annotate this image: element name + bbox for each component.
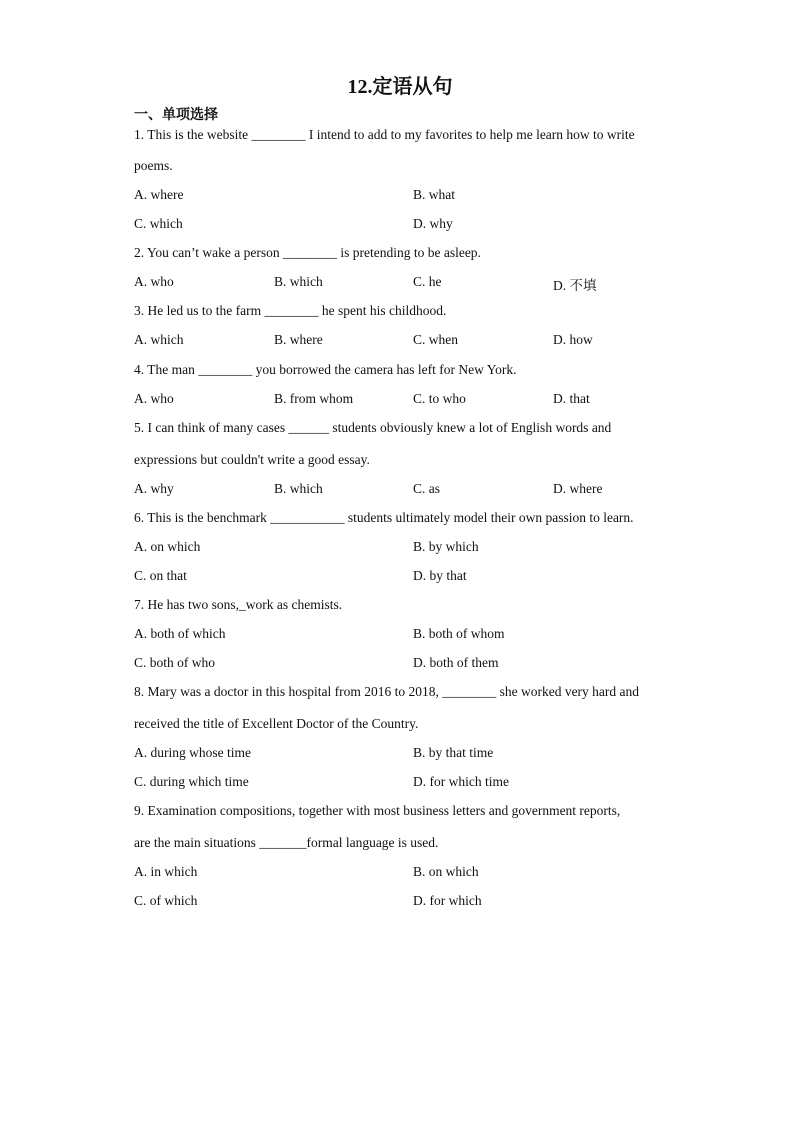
question-1-option-d: D. why: [413, 216, 453, 231]
question-6-option-b: B. by which: [413, 539, 479, 554]
question-2-option-d: D. 不填: [553, 278, 597, 293]
question-6-option-c: C. on that: [134, 568, 187, 583]
question-3-option-a: A. which: [134, 332, 184, 347]
question-5-option-b: B. which: [274, 481, 323, 496]
question-7-line-1: 7. He has two sons,_work as chemists.: [134, 597, 343, 612]
question-4-option-a: A. who: [134, 391, 174, 406]
question-8-option-a: A. during whose time: [134, 745, 251, 760]
question-8-line-1: 8. Mary was a doctor in this hospital from 2016 to 2018, ________ she worked very hard and: [134, 684, 640, 699]
question-5-option-c: C. as: [413, 481, 440, 496]
question-9-option-d: D. for which: [413, 893, 482, 908]
question-4-line-1: 4. The man ________ you borrowed the camera has left for New York.: [134, 362, 517, 377]
question-1-option-a: A. where: [134, 187, 184, 202]
question-9-line-2: are the main situations _______formal language is used.: [134, 835, 439, 850]
question-9-line-1: 9. Examination compositions, together with most business letters and government reports,: [134, 803, 621, 818]
question-3-option-d: D. how: [553, 332, 593, 347]
question-3-option-b: B. where: [274, 332, 323, 347]
question-1-option-b: B. what: [413, 187, 455, 202]
question-5-line-1: 5. I can think of many cases ______ students obviously knew a lot of English words and: [134, 420, 612, 435]
question-5-option-d: D. where: [553, 481, 603, 496]
question-6-line-1: 6. This is the benchmark ___________ students ultimately model their own passion to learn.: [134, 510, 634, 525]
question-9-option-c: C. of which: [134, 893, 198, 908]
question-9-option-a: A. in which: [134, 864, 198, 879]
question-3-option-c: C. when: [413, 332, 458, 347]
question-5-line-2: expressions but couldn't write a good essay.: [134, 452, 370, 467]
question-8-option-c: C. during which time: [134, 774, 249, 789]
question-5-option-a: A. why: [134, 481, 174, 496]
question-2-line-1: 2. You can’t wake a person ________ is pretending to be asleep.: [134, 245, 481, 260]
question-3-line-1: 3. He led us to the farm ________ he spent his childhood.: [134, 303, 447, 318]
question-4-option-c: C. to who: [413, 391, 466, 406]
question-6-option-d: D. by that: [413, 568, 467, 583]
question-4-option-d: D. that: [553, 391, 590, 406]
question-7-option-a: A. both of which: [134, 626, 226, 641]
question-4-option-b: B. from whom: [274, 391, 354, 406]
section-heading: 一、单项选择: [134, 108, 218, 123]
question-8-line-2: received the title of Excellent Doctor of the Country.: [134, 716, 419, 731]
question-1-line-1: 1. This is the website ________ I intend to add to my favorites to help me learn how to write: [134, 127, 635, 142]
question-2-option-b: B. which: [274, 274, 323, 289]
question-1-option-c: C. which: [134, 216, 183, 231]
question-8-option-d: D. for which time: [413, 774, 509, 789]
page-title: 12.定语从句: [347, 76, 453, 98]
question-7-option-b: B. both of whom: [413, 626, 505, 641]
question-7-option-d: D. both of them: [413, 655, 499, 670]
question-2-option-a: A. who: [134, 274, 174, 289]
question-9-option-b: B. on which: [413, 864, 479, 879]
question-1-line-2: poems.: [134, 158, 173, 173]
question-7-option-c: C. both of who: [134, 655, 215, 670]
question-6-option-a: A. on which: [134, 539, 201, 554]
question-8-option-b: B. by that time: [413, 745, 494, 760]
question-2-option-c: C. he: [413, 274, 442, 289]
